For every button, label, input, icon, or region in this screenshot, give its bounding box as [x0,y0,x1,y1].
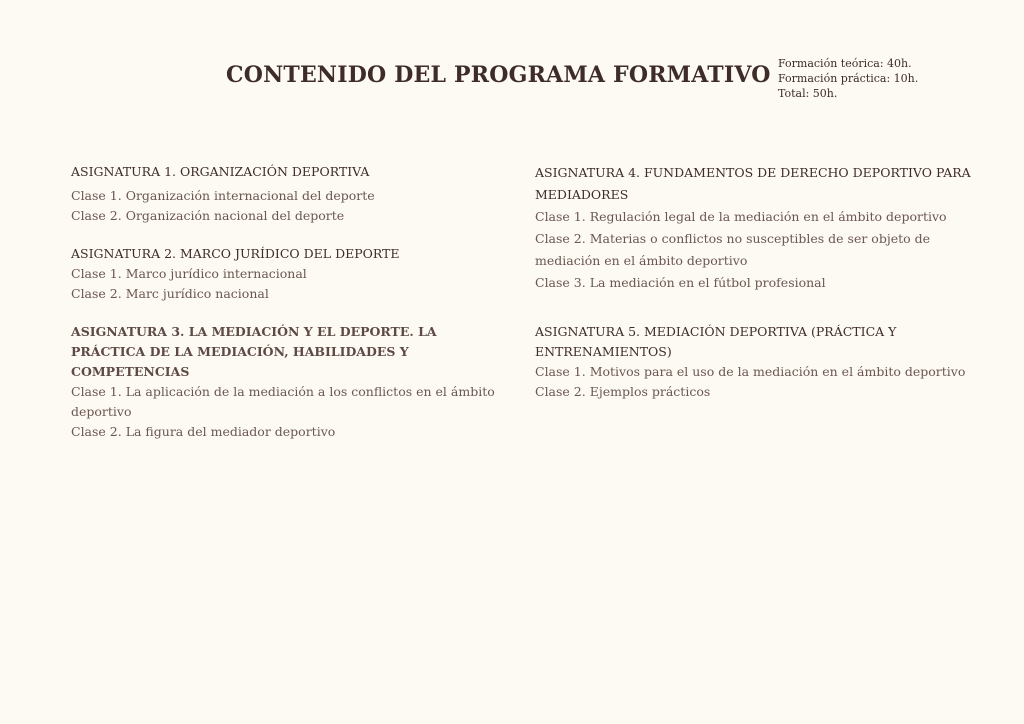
lesson-item: Clase 1. La aplicación de la mediación a los conflictos en el ámbito deportivo [71,384,495,419]
lesson-item: Clase 1. Marco jurídico internacional [71,266,307,281]
lesson-item: Clase 2. Organización nacional del deporte [71,208,345,223]
left-column [71,162,511,460]
subject-title: ASIGNATURA 2. MARCO JURÍDICO DEL DEPORTE [71,246,400,261]
subject-3 [71,322,511,442]
lesson-item: Clase 3. La mediación en el fútbol profesional [535,275,826,290]
lesson-item: Clase 1. Motivos para el uso de la mediación en el ámbito deportivo [535,364,966,379]
subject-title: ASIGNATURA 5. MEDIACIÓN DEPORTIVA (PRÁCTICA Y ENTRENAMIENTOS) [535,324,897,359]
hours-summary [778,56,918,101]
lesson-item: Clase 2. Marc jurídico nacional [71,286,269,301]
subject-5 [535,322,975,402]
practice-hours: Formación práctica: 10h. [778,72,919,85]
lesson-item: Clase 2. Ejemplos prácticos [535,384,711,399]
page-title: CONTENIDO DEL PROGRAMA FORMATIVO [226,62,771,88]
subject-2 [71,244,511,304]
subject-title: ASIGNATURA 1. ORGANIZACIÓN DEPORTIVA [71,164,370,179]
subject-title: ASIGNATURA 4. FUNDAMENTOS DE DERECHO DEPORTIVO PARA MEDIADORES [535,165,971,202]
subject-1 [71,162,511,226]
lesson-item: Clase 1. Organización internacional del deporte [71,188,375,203]
right-column [535,162,975,420]
subject-4 [535,162,975,294]
lesson-item: Clase 2. La figura del mediador deportivo [71,424,336,439]
subject-title: ASIGNATURA 3. LA MEDIACIÓN Y EL DEPORTE. LA PRÁCTICA DE LA MEDIACIÓN, HABILIDADES Y COMPETENCIAS [71,324,437,379]
theory-hours: Formación teórica: 40h. [778,57,912,70]
lesson-item: Clase 1. Regulación legal de la mediación en el ámbito deportivo [535,209,947,224]
total-hours: Total: 50h. [778,87,838,100]
lesson-item: Clase 2. Materias o conflictos no susceptibles de ser objeto de mediación en el ámbito deportivo [535,231,931,268]
